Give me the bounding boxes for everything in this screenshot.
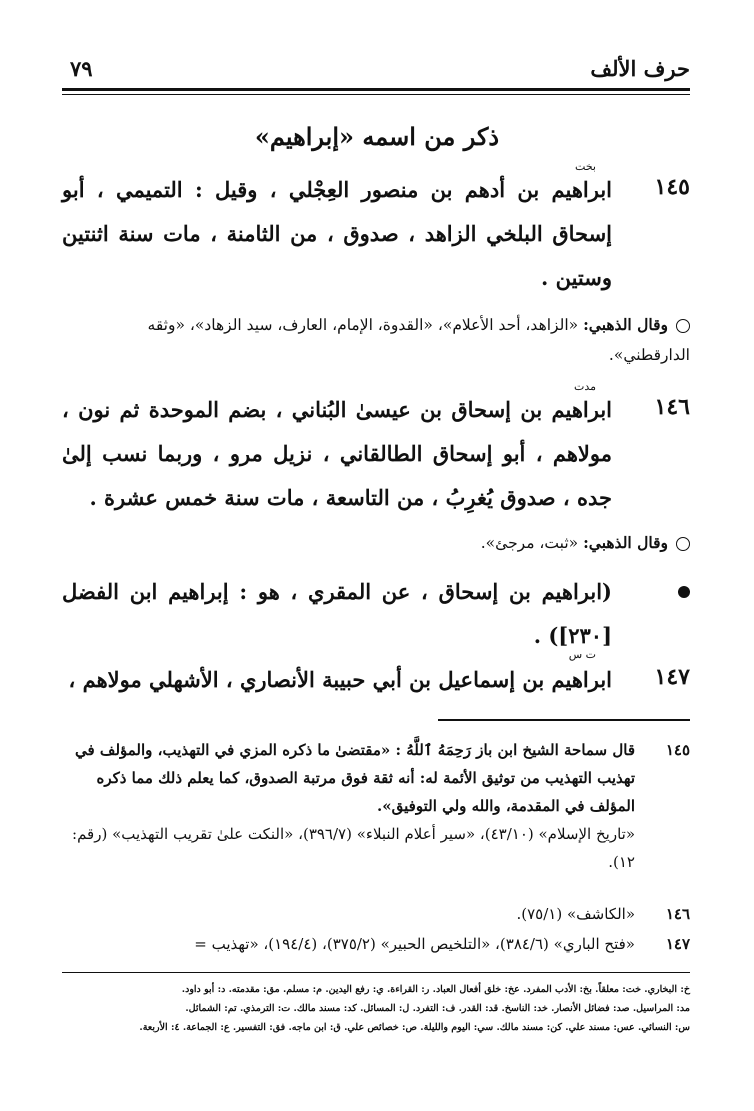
entry-number: ١٤٥ <box>654 174 690 200</box>
footnote-text: «تاريخ الإسلام» (٤٣/١٠)، «سير أعلام النبلاء» (٣٩٦/٧)، «النكت علىٰ تقريب التهذيب» (رقم: ١٢). <box>72 825 635 871</box>
note-text: «الزاهد، أحد الأعلام»، «القدوة، الإمام، العارف، سيد الزهاد»، «وثقه الدارقطني». <box>147 316 690 364</box>
entry-cross-reference <box>62 570 690 658</box>
footnote-number: ١٤٦ <box>665 905 690 923</box>
footnote-147 <box>62 930 690 958</box>
circle-bullet-icon <box>676 319 690 333</box>
abbreviation-rule <box>62 972 690 973</box>
circle-bullet-icon <box>676 537 690 551</box>
entry-rumuz: بخت <box>575 160 596 173</box>
section-title: ذكر من اسمه «إبراهيم» <box>254 122 500 151</box>
footnote-text: «فتح الباري» (٣٨٤/٦)، «التلخيص الحبير» (٣٧٥/٢)، (١٩٤/٤)، «تهذيب = <box>194 935 635 953</box>
entry-145 <box>62 160 690 300</box>
footnote-separator <box>438 719 690 721</box>
header-rule-thin <box>62 94 690 95</box>
entry-rumuz: ت س <box>568 648 596 661</box>
footnote-text: «الكاشف» (٧٥/١). <box>516 905 635 923</box>
entry-147 <box>62 648 690 702</box>
page-number: ٧٩ <box>70 56 93 81</box>
note-label: وقال الذهبي: <box>583 533 668 552</box>
note-label: وقال الذهبي: <box>583 315 668 334</box>
dhahabi-note-1 <box>62 310 690 370</box>
entry-number: ١٤٦ <box>654 394 690 420</box>
footnote-146 <box>62 900 690 928</box>
dhahabi-note-2 <box>62 528 690 558</box>
entry-text: (ابراهيم بن إسحاق ، عن المقري ، هو : إبراهيم ابن الفضل [٢٣٠]) . <box>62 579 612 648</box>
abbreviation-line: خ: البخاري. خت: معلقاً. بخ: الأدب المفرد. عخ: خلق أفعال العباد. ر: القراءة. ي: رفع اليدين. م: مسلم. مق: مقدمته. د: أبو داود. <box>181 984 690 995</box>
entry-text: ابراهيم بن أدهم بن منصور العِجْلي ، وقيل : التميمي ، أبو إسحاق البلخي الزاهد ، صدوق ، من الثامنة ، مات سنة اثنتين وستين . <box>62 177 612 290</box>
entry-rumuz: مدت <box>573 380 596 393</box>
header-rule-thick <box>62 88 690 91</box>
chapter-title: حرف الألف <box>590 56 690 81</box>
footnote-number: ١٤٥ <box>665 741 690 759</box>
footnote-number: ١٤٧ <box>665 935 690 953</box>
abbreviation-line: مد: المراسيل. صد: فضائل الأنصار. خد: الناسخ. قد: القدر. ف: التفرد. ل: المسائل. كد: مسند مالك. ت: الترمذي. تم: الشمائل. <box>185 1003 690 1014</box>
entry-text: ابراهيم بن إسماعيل بن أبي حبيبة الأنصاري ، الأشهلي مولاهم ، <box>68 667 612 692</box>
entry-text: ابراهيم بن إسحاق بن عيسىٰ البُناني ، بضم الموحدة ثم نون ، مولاهم ، أبو إسحاق الطالقاني ، نزيل مرو ، وربما نسب إلىٰ جده ، صدوق يُغرِبُ ، من التاسعة ، مات سنة خمس عشرة . <box>62 397 612 510</box>
entry-number: ١٤٧ <box>654 664 690 690</box>
entry-146 <box>62 380 690 520</box>
abbreviation-line: س: النسائي. عس: مسند علي. كن: مسند مالك. سي: اليوم والليلة. ص: خصائص علي. ق: ابن ماجه. فق: التفسير. ع: الجماعة. ٤: الأربعة. <box>139 1022 690 1033</box>
abbreviation-legend <box>62 980 690 1037</box>
footnote-bold-text: قال سماحة الشيخ ابن باز رَحِمَهُ ٱللَّهُ : «مقتضىٰ ما ذكره المزي في التهذيب، والمؤلف في تهذيب التهذيب من توثيق الأئمة له: أنه ثقة فوق مرتبة الصدوق، كما يعلم ذلك مما ذكره المؤلف في المقدمة، والله ولي التوفيق». <box>75 741 635 815</box>
note-text: «ثبت، مرجئ». <box>480 534 579 552</box>
footnote-145 <box>62 736 690 876</box>
